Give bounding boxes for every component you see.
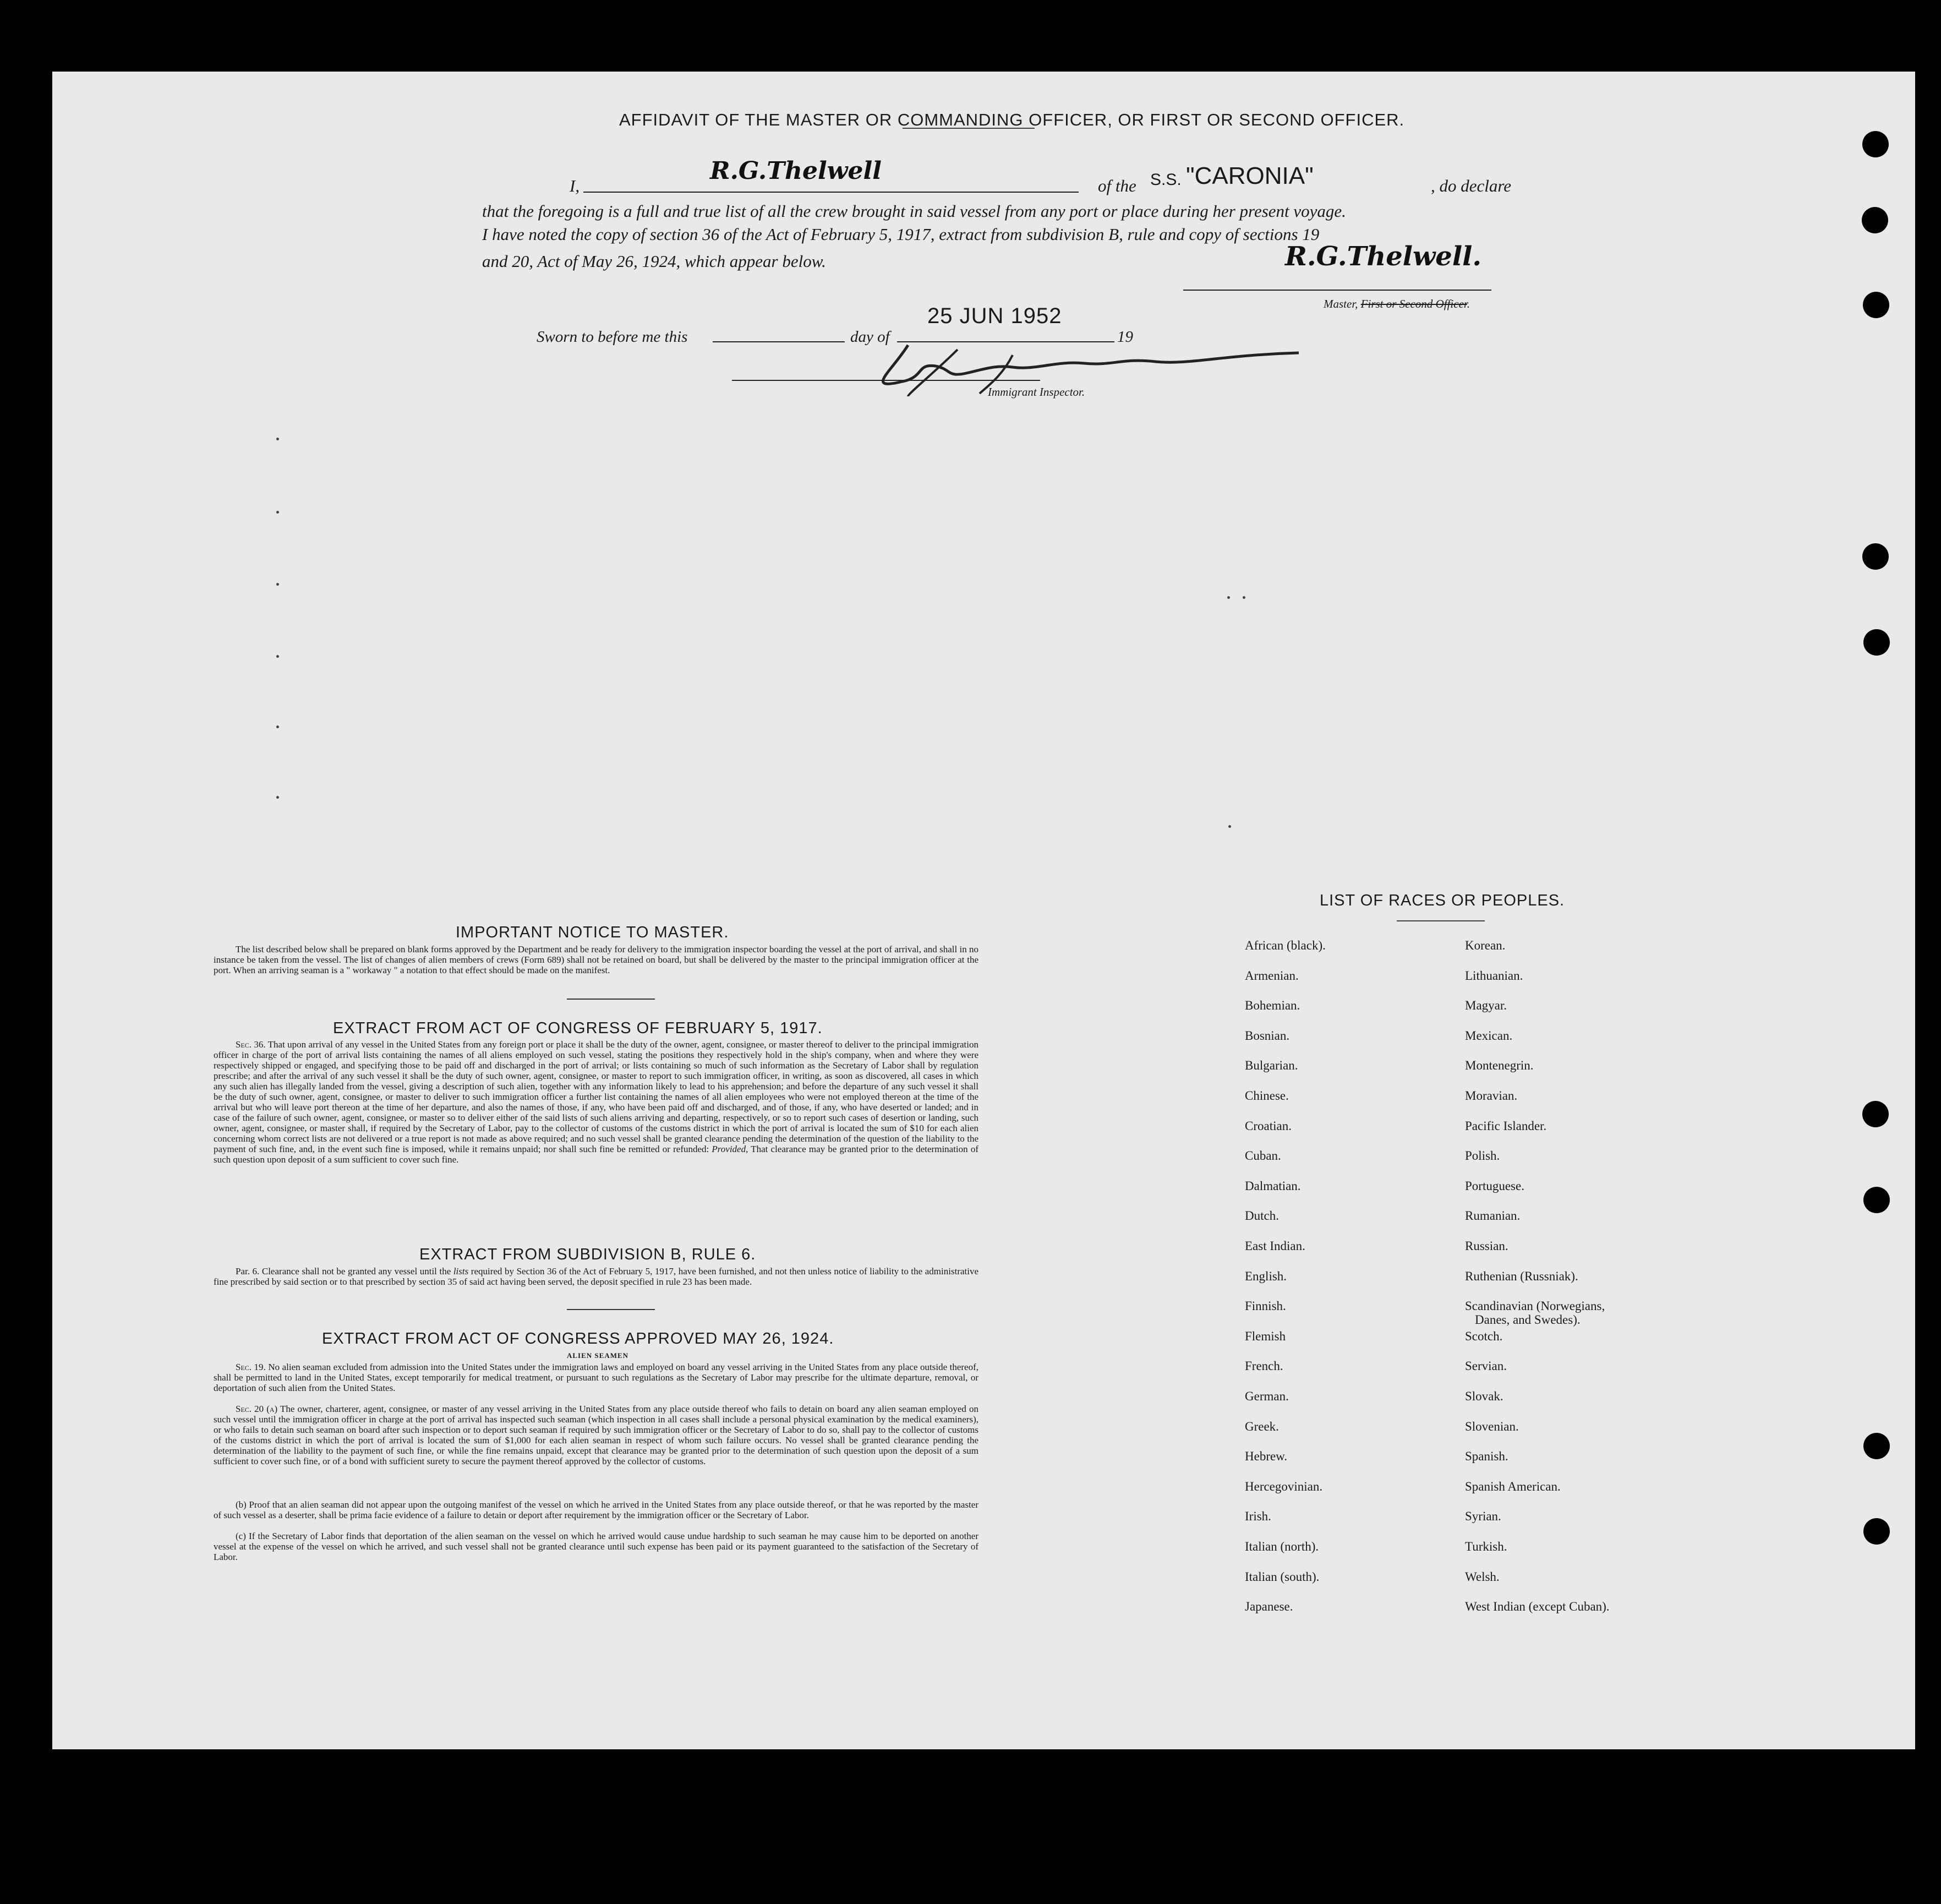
race-item: Polish. (1465, 1149, 1500, 1163)
affidavit-i-label: I, (570, 176, 580, 195)
notice-title: IMPORTANT NOTICE TO MASTER. (456, 924, 729, 941)
inspector-label: Immigrant Inspector. (988, 385, 1085, 399)
of-the-label: of the (1098, 176, 1136, 195)
punch-hole (1862, 1101, 1889, 1127)
race-item: Rumanian. (1465, 1209, 1521, 1223)
race-item: Japanese. (1245, 1600, 1293, 1613)
punch-hole (1862, 207, 1888, 233)
race-item: Armenian. (1245, 969, 1299, 983)
race-item: Dalmatian. (1245, 1179, 1301, 1193)
race-item: Bohemian. (1245, 999, 1300, 1012)
race-item: Hebrew. (1245, 1449, 1288, 1463)
race-item: Pacific Islander. (1465, 1119, 1547, 1133)
act-1924-subtitle: ALIEN SEAMEN (567, 1351, 629, 1360)
sec-20b-text: (b) Proof that an alien seaman did not appear upon the outgoing manifest of the vessel on which he arrived in the United States from any place outside thereof, or that he was reported by the master of such vessel as a deserter, shall be prima facie evidence of a failure to detain or deport after requirement by the immigration officer or the Secretary of Labor. (214, 1499, 978, 1520)
act-1924-title: EXTRACT FROM ACT OF CONGRESS APPROVED MAY 26, 1924. (322, 1330, 834, 1347)
race-item: German. (1245, 1389, 1289, 1403)
divider (567, 999, 655, 1000)
sworn-label: Sworn to before me this (537, 328, 688, 346)
day-of-label: day of (850, 328, 890, 346)
punch-hole (1863, 1433, 1890, 1459)
race-item: Bosnian. (1245, 1029, 1290, 1043)
race-item: Croatian. (1245, 1119, 1292, 1133)
race-item: Italian (south). (1245, 1570, 1320, 1584)
year-prefix: 19 (1117, 328, 1133, 346)
act-1917-title: EXTRACT FROM ACT OF CONGRESS OF FEBRUARY 5, 1917. (333, 1019, 823, 1037)
divider (567, 1309, 655, 1310)
race-item: Ruthenian (Russniak). (1465, 1269, 1578, 1283)
race-item: Syrian. (1465, 1509, 1501, 1523)
master-title: Master, First or Second Officer. (1324, 297, 1470, 310)
punch-hole (1862, 543, 1889, 570)
race-item: English. (1245, 1269, 1287, 1283)
inspector-line (732, 380, 1040, 381)
rule-6-text: Par. 6. Clearance shall not be granted any vessel until the lists required by Section 36 of the Act of February 5, 1917, have been furnished, and not then unless notice of liability to the administrative fine prescribed by said section or to that prescribed by section 35 of said act having been served, the deposit specified in rule 23 has been made. (214, 1266, 979, 1287)
race-item: West Indian (except Cuban). (1465, 1600, 1610, 1613)
race-item: Finnish. (1245, 1299, 1286, 1313)
master-signature: R.G.Thelwell. (1285, 241, 1482, 272)
race-item: Korean. (1465, 939, 1506, 952)
sec-20a-text: Sec. 20 (a) The owner, charterer, agent, consignee, or master of any vessel arriving in the United States from any place outside thereof who fails to detain on board any alien seaman employed on such vessel until the immigration officer in charge at the port of arrival has inspected such seaman (which inspection in all cases shall include a personal physical examination by the medical examiners), or who fails to detain such seaman on board after such inspection or to deport such seaman if required by such immigration officer or the Secretary of Labor to do so, shall pay to the collector of customs of the customs district in which the port of arrival is located the sum of $1,000 for each alien seaman in respect of whom such failure occurs. No vessel shall be granted clearance pending the determination of the liability to the payment of such fine, or while the fine remains unpaid, except that clearance may be granted prior to the determination of such question upon the deposit of a sum sufficient to cover such fine, or of a bond with sufficient surety to secure the payment thereof approved by the collector of customs. (214, 1404, 978, 1466)
race-item: Hercegovinian. (1245, 1480, 1323, 1493)
race-item: Spanish American. (1465, 1480, 1561, 1493)
race-item: Spanish. (1465, 1449, 1508, 1463)
race-right-continuation: Danes, and Swedes). (1475, 1313, 1581, 1327)
sec-20c-text: (c) If the Secretary of Labor finds that deportation of the alien seaman on the vessel on which he arrived would cause undue hardship to such seaman he may cause him to be deported on another vessel at the expense of the vessel on which he arrived, and such vessel shall not be granted clearance until such expense has been paid or its payment guaranteed to the satisfaction of the Secretary of Labor. (214, 1531, 978, 1562)
race-item: Servian. (1465, 1359, 1507, 1373)
race-item: African (black). (1245, 939, 1326, 952)
race-item: Irish. (1245, 1509, 1271, 1523)
race-item: Russian. (1465, 1239, 1508, 1253)
date-stamp: 25 JUN 1952 (927, 304, 1062, 328)
race-item: Scotch. (1465, 1329, 1503, 1343)
race-item: Turkish. (1465, 1540, 1507, 1553)
race-item: East Indian. (1245, 1239, 1305, 1253)
race-item: Magyar. (1465, 999, 1507, 1012)
ship-prefix: S.S. (1150, 171, 1182, 189)
race-item: Dutch. (1245, 1209, 1279, 1223)
do-declare-label: , do declare (1431, 176, 1512, 195)
title-underline (903, 128, 1035, 129)
race-item: Lithuanian. (1465, 969, 1523, 983)
race-item: Chinese. (1245, 1089, 1289, 1103)
punch-hole (1863, 629, 1890, 656)
race-item: Greek. (1245, 1420, 1279, 1433)
race-item: Bulgarian. (1245, 1059, 1298, 1072)
punch-hole (1863, 1518, 1890, 1545)
act-1917-text: Sec. 36. That upon arrival of any vessel in the United States from any foreign port or place it shall be the duty of the owner, agent, consignee, or master thereof to deliver to the principal immigration officer in charge of the port of arrival lists containing the names of all aliens employed on such vessel, stating the positions they respectively hold in the ship's company, when and where they were respectively shipped or engaged, and specifying those to be paid off and discharged in the port of arrival; or lists containing so much of such information as the Secretary of Labor shall by regulation prescribe; and after the arrival of any such vessel it shall be the duty of such owner, agent, consignee, or master to report to such immigration officer, in writing, as soon as discovered, all cases in which any such alien has illegally landed from the vessel, giving a description of such alien, together with any information likely to lead to his apprehension; and before the departure of any such vessel it shall be the duty of such owner, agent, consignee, or master to deliver to such immigration officer a further list containing the names of all alien employees who were not employed thereon at the time of the arrival but who will leave port thereon at the time of her departure, and also the names of those, if any, who have been paid off and discharged, and of those, if any, who have deserted or landed; and in case of the failure of such owner, agent, consignee, or master so to deliver either of the said lists of such aliens arriving and departing, respectively, or so to report such cases of desertion or landing, such owner, agent, consignee, or master shall, if required by the Secretary of Labor, pay to the collector of customs of the customs district in which the port of arrival is located the sum of $10 for each alien concerning whom correct lists are not delivered or a true report is not made as above required; and no such vessel shall be granted clearance pending the determination of the question of the liability to the payment of such fine, and, in the event such fine is imposed, while it remains unpaid; nor shall such fine be remitted or refunded: Provided, That clearance may be granted prior to the determination of such question upon deposit of a sum sufficient to cover such fine. (214, 1039, 978, 1165)
name-line (583, 192, 1079, 193)
race-item: Portuguese. (1465, 1179, 1524, 1193)
master-signature-line (1183, 290, 1491, 291)
races-title: LIST OF RACES OR PEOPLES. (1320, 892, 1565, 909)
affidavit-line-3: I have noted the copy of section 36 of the Act of February 5, 1917, extract from subdivision B, rule and copy of sections 19 (482, 225, 1320, 244)
race-item: Montenegrin. (1465, 1059, 1534, 1072)
sec-19-text: Sec. 19. No alien seaman excluded from admission into the United States under the immigration laws and employed on board any vessel arriving in the United States from any place outside thereof, shall be permitted to land in the United States, except temporarily for medical treatment, or pursuant to such regulations as the Secretary of Labor may prescribe for the ultimate departure, removal, or deportation of such alien from the United States. (214, 1362, 979, 1393)
race-item: Scandinavian (Norwegians, (1465, 1299, 1605, 1313)
race-item: Moravian. (1465, 1089, 1518, 1103)
race-item: French. (1245, 1359, 1283, 1373)
punch-hole (1863, 292, 1889, 318)
races-underline (1397, 920, 1485, 921)
master-name-signature: R.G.Thelwell (710, 157, 882, 185)
race-item: Mexican. (1465, 1029, 1513, 1043)
race-item: Slovenian. (1465, 1420, 1519, 1433)
rule-6-title: EXTRACT FROM SUBDIVISION B, RULE 6. (419, 1246, 756, 1263)
race-item: Slovak. (1465, 1389, 1503, 1403)
punch-hole (1862, 131, 1889, 157)
race-item: Flemish (1245, 1329, 1286, 1343)
race-item: Italian (north). (1245, 1540, 1319, 1553)
notice-text: The list described below shall be prepared on blank forms approved by the Department and be ready for delivery to the immigration inspector boarding the vessel at the port of arrival, and shall in no instance be taken from the vessel. The list of changes of alien members of crews (Form 689) shall not be retained on board, but shall be delivered by the master to the principal immigration officer at the port. When an arriving seaman is a " workaway " a notation to that effect should be made on the manifest. (214, 944, 978, 975)
race-item: Cuban. (1245, 1149, 1281, 1163)
affidavit-line-4: and 20, Act of May 26, 1924, which appear below. (482, 252, 826, 271)
inspector-signature (726, 339, 1310, 410)
affidavit-line-2: that the foregoing is a full and true list of all the crew brought in said vessel from any port or place during her present voyage. (482, 201, 1346, 221)
punch-hole (1863, 1187, 1890, 1213)
affidavit-title: AFFIDAVIT OF THE MASTER OR COMMANDING OFFICER, OR FIRST OR SECOND OFFICER. (619, 110, 1405, 129)
race-item: Welsh. (1465, 1570, 1500, 1584)
ship-name: "CARONIA" (1186, 162, 1314, 189)
